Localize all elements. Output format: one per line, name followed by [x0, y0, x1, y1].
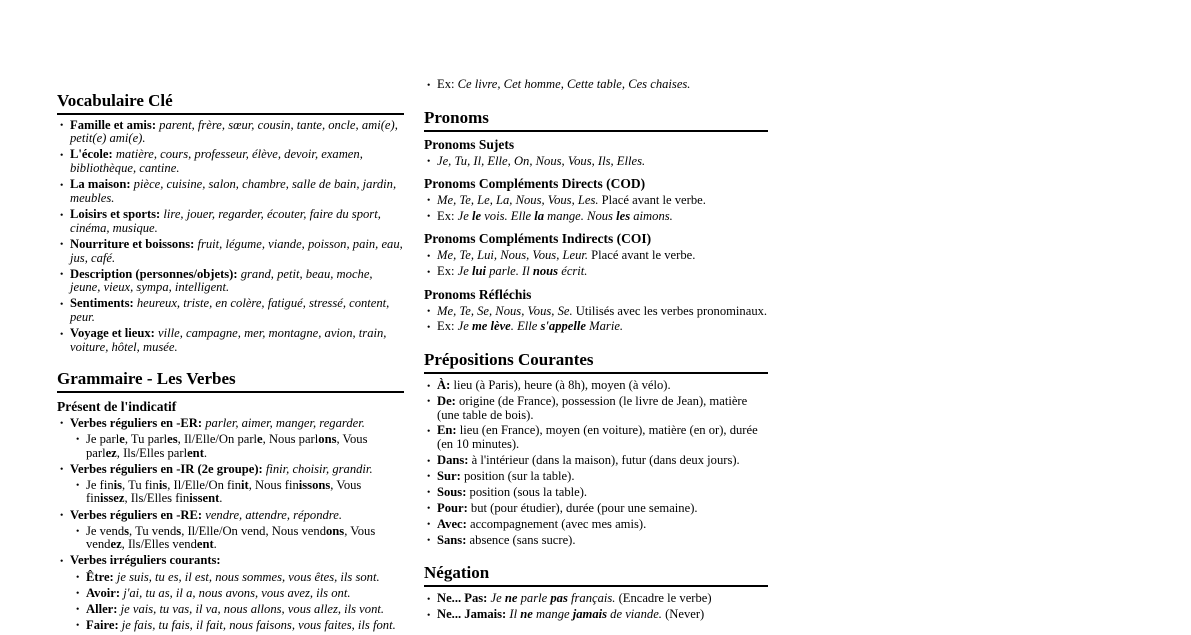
sub-bullet-item	[73, 571, 404, 585]
text-segment: lui	[471, 264, 486, 279]
bullet-marker: •	[60, 465, 64, 476]
text-segment: , Il/Elle/On vend, Nous vend	[181, 523, 326, 538]
text-segment: .	[213, 537, 217, 552]
bullet-item	[424, 249, 768, 263]
bullet-item	[424, 502, 768, 516]
bullet-item	[424, 320, 768, 334]
text-segment: Ex:	[437, 208, 458, 223]
bullet-marker: •	[76, 573, 80, 584]
text-segment: Dans:	[437, 453, 469, 468]
text-segment: Sous:	[437, 484, 467, 499]
text-segment: mange. Nous	[544, 208, 617, 223]
text-segment: je vais, tu vas, il va, nous allons, vous allez, ils vont.	[117, 601, 385, 616]
bullet-marker: •	[60, 270, 64, 281]
text-segment: , Vous parl	[86, 431, 368, 460]
section-title: Négation	[424, 563, 490, 583]
text-segment: me lève	[471, 319, 511, 334]
bullet-item	[57, 238, 404, 265]
text-segment: Sans:	[437, 532, 467, 547]
text-segment: .	[203, 445, 208, 460]
text-segment: Avec:	[437, 516, 467, 531]
text-segment: parler, aimer, manger, regarder.	[202, 415, 365, 430]
text-segment: Loisirs et sports:	[70, 207, 161, 222]
text-segment: français.	[567, 591, 616, 606]
text-segment: ez	[105, 445, 117, 460]
bullet-marker: •	[427, 456, 431, 467]
sub-bullet-item	[73, 525, 404, 552]
bullet-marker: •	[427, 520, 431, 531]
bullet-item	[57, 509, 404, 523]
left-column	[57, 0, 404, 635]
text-segment: but (pour étudier), durée (pour une semaine).	[467, 500, 698, 515]
bullet-item	[424, 305, 768, 319]
bullet-marker: •	[427, 610, 431, 621]
text-segment: Sur:	[437, 468, 461, 483]
bullet-item	[424, 78, 768, 92]
bullet-marker: •	[76, 435, 80, 446]
bullet-marker: •	[427, 594, 431, 605]
bullet-marker: •	[76, 589, 80, 600]
right-column	[424, 0, 768, 624]
bullet-item	[424, 395, 768, 422]
bullet-item	[57, 208, 404, 235]
text-segment: e	[257, 431, 263, 446]
text-segment: s	[124, 523, 130, 538]
text-segment: Ne... Jamais:	[437, 607, 507, 621]
bullet-item	[424, 424, 768, 451]
bullet-item	[57, 297, 404, 324]
subsection-title: Pronoms Sujets	[424, 136, 515, 152]
text-segment: le	[471, 208, 482, 223]
bullet-marker: •	[60, 121, 64, 132]
text-segment: es	[167, 431, 178, 446]
subsection-title: Pronoms Compléments Directs (COD)	[424, 175, 646, 191]
bullet-item	[424, 265, 768, 279]
sub-bullet-item	[73, 603, 404, 617]
bullet-item	[57, 554, 404, 568]
text-segment: ez	[110, 537, 122, 552]
text-segment: . Elle	[510, 319, 541, 334]
text-segment: parle	[517, 591, 551, 606]
text-segment: Ex:	[437, 319, 458, 334]
text-segment: Je	[457, 319, 472, 334]
bullet-marker: •	[76, 605, 80, 616]
section-title: Grammaire - Les Verbes	[57, 369, 236, 389]
text-segment: Placé avant le verbe.	[588, 248, 696, 263]
bullet-marker: •	[427, 397, 431, 408]
text-segment: fruit, légume, viande, poisson, pain, eau, jus, café.	[70, 236, 403, 265]
bullet-marker: •	[60, 556, 64, 567]
bullet-marker: •	[60, 210, 64, 221]
bullet-item	[57, 463, 404, 477]
bullet-item	[424, 155, 768, 169]
text-segment: pièce, cuisine, salon, chambre, salle de bain, jardin, meubles.	[70, 177, 397, 205]
text-segment: j'ai, tu as, il a, nous avons, vous avez, ils ont.	[120, 585, 351, 600]
bullet-item	[57, 119, 404, 146]
bullet-marker: •	[427, 157, 431, 168]
text-segment: s	[176, 523, 182, 538]
text-segment: mange	[532, 607, 573, 621]
text-segment: à l'intérieur (dans la maison), futur (dans deux jours).	[468, 453, 740, 468]
section-rule	[424, 130, 768, 132]
text-segment: Ce livre, Cet homme, Cette table, Ces chaises.	[457, 77, 691, 91]
section-title: Vocabulaire Clé	[57, 91, 173, 110]
bullet-item	[57, 148, 404, 175]
text-segment: Placé avant le verbe.	[598, 192, 706, 207]
text-segment: s'appelle	[540, 319, 586, 334]
text-segment: La maison:	[70, 177, 131, 192]
bullet-marker: •	[60, 329, 64, 340]
text-segment: Verbes réguliers en -IR (2e groupe):	[70, 461, 263, 476]
text-segment: Je, Tu, Il, Elle, On, Nous, Vous, Ils, Elles.	[437, 153, 646, 168]
text-segment: jamais	[572, 607, 608, 621]
text-segment: finir, choisir, grandir.	[262, 461, 373, 476]
bullet-marker: •	[76, 481, 80, 492]
section-rule	[424, 585, 768, 587]
bullet-item	[57, 178, 404, 205]
text-segment: Avoir:	[86, 585, 121, 600]
subsection-title: Pronoms Réfléchis	[424, 286, 532, 302]
bullet-marker: •	[427, 426, 431, 437]
text-segment: Marie.	[585, 319, 624, 334]
text-segment: Je	[457, 208, 472, 223]
text-segment: , Ils/Elles fin	[124, 491, 190, 506]
text-segment: Je parl	[86, 431, 120, 446]
text-segment: ons	[318, 431, 337, 446]
text-segment: Je vend	[86, 523, 125, 538]
sub-bullet-item	[73, 587, 404, 601]
bullet-marker: •	[427, 251, 431, 262]
text-segment: position (sur la table).	[460, 468, 575, 483]
text-segment: , Vous fin	[86, 477, 362, 506]
bullet-item	[57, 327, 404, 354]
text-segment: Voyage et lieux:	[70, 326, 155, 341]
bullet-marker: •	[60, 150, 64, 161]
text-segment: aimons.	[630, 208, 673, 223]
text-segment: Me, Te, Se, Nous, Vous, Se.	[437, 303, 573, 318]
text-segment: Description (personnes/objets):	[70, 266, 238, 281]
text-segment: , Nous parl	[262, 431, 319, 446]
text-segment: L'école:	[70, 147, 113, 162]
text-segment: parent, frère, sœur, cousin, tante, oncle, ami(e), petit(e) ami(e).	[70, 117, 398, 146]
text-segment: Me, Te, Le, La, Nous, Vous, Les.	[437, 192, 599, 207]
text-segment: Je	[487, 591, 505, 606]
text-segment: grand, petit, beau, moche, jeune, vieux, sympa, intelligent.	[70, 266, 373, 295]
text-segment: , Tu vend	[129, 523, 177, 538]
bullet-marker: •	[76, 527, 80, 538]
subsection-title: Présent de l'indicatif	[57, 398, 177, 414]
text-segment: Être:	[86, 569, 114, 584]
bullet-marker: •	[60, 419, 64, 430]
text-segment: is	[113, 477, 123, 492]
text-segment: , Il/Elle/On fin	[167, 477, 242, 492]
text-segment: , Ils/Elles vend	[121, 537, 197, 552]
text-segment: En:	[437, 423, 457, 438]
text-segment: accompagnement (avec mes amis).	[466, 516, 647, 531]
bullet-item	[424, 194, 768, 208]
text-segment: (Never)	[661, 607, 705, 621]
text-segment: issez	[100, 491, 125, 506]
subsection-title: Pronoms Compléments Indirects (COI)	[424, 231, 652, 247]
bullet-item	[57, 417, 404, 431]
text-segment: origine (de France), possession (le livre de Jean), matière (une table de bois).	[437, 393, 748, 422]
text-segment: , Tu parl	[124, 431, 168, 446]
bullet-item	[424, 608, 768, 622]
text-segment: lire, jouer, regarder, écouter, faire du sport, cinéma, musique.	[70, 207, 381, 235]
text-segment: issent	[189, 491, 220, 506]
text-segment: Pour:	[437, 500, 468, 515]
text-segment: pas	[550, 591, 568, 606]
text-segment: (Encadre le verbe)	[615, 591, 712, 606]
bullet-item	[424, 486, 768, 500]
bullet-marker: •	[427, 267, 431, 278]
section-rule	[57, 391, 404, 393]
text-segment: Aller:	[86, 601, 118, 616]
text-segment: heureux, triste, en colère, fatigué, stressé, content, peur.	[70, 296, 390, 325]
text-segment: À:	[437, 378, 451, 392]
text-segment: de viande.	[607, 607, 662, 621]
bullet-marker: •	[427, 307, 431, 318]
text-segment: Sentiments:	[70, 296, 134, 311]
text-segment: e	[119, 431, 125, 446]
text-segment: Faire:	[86, 617, 119, 632]
section-rule	[424, 372, 768, 374]
text-segment: vendre, attendre, répondre.	[202, 507, 342, 522]
text-segment: position (sous la table).	[466, 484, 588, 499]
text-segment: Verbes irréguliers courants:	[70, 553, 221, 568]
text-segment: Ex:	[437, 264, 458, 279]
text-segment: Ne... Pas:	[437, 591, 488, 606]
text-segment: , Il/Elle/On parl	[177, 431, 258, 446]
text-segment: ons	[326, 523, 345, 538]
text-segment: parle. Il	[485, 264, 533, 279]
bullet-marker: •	[60, 240, 64, 251]
bullet-item	[424, 470, 768, 484]
text-segment: ville, campagne, mer, montagne, avion, train, voiture, hôtel, musée.	[70, 326, 387, 354]
text-segment: Je	[457, 264, 472, 279]
bullet-marker: •	[76, 621, 80, 632]
bullet-item	[424, 454, 768, 468]
bullet-item	[424, 379, 768, 393]
bullet-marker: •	[427, 381, 431, 392]
bullet-marker: •	[60, 511, 64, 522]
bullet-item	[424, 518, 768, 532]
bullet-item	[424, 534, 768, 548]
sub-bullet-item	[73, 619, 404, 633]
text-segment: Je fin	[86, 477, 114, 492]
bullet-marker: •	[427, 536, 431, 547]
text-segment: Il	[506, 607, 521, 621]
text-segment: , Vous vend	[86, 523, 376, 552]
text-segment: lieu (à Paris), heure (à 8h), moyen (à vélo).	[450, 378, 671, 392]
bullet-marker: •	[60, 299, 64, 310]
bullet-item	[424, 592, 768, 606]
text-segment: Verbes réguliers en -ER:	[70, 415, 203, 430]
bullet-item	[57, 268, 404, 295]
text-segment: les	[616, 208, 631, 223]
text-segment: ne	[504, 591, 518, 606]
text-segment: De:	[437, 393, 456, 408]
text-segment: .	[219, 491, 223, 506]
text-segment: Me, Te, Lui, Nous, Vous, Leur.	[437, 248, 589, 263]
bullet-marker: •	[427, 322, 431, 333]
text-segment: Nourriture et boissons:	[70, 236, 195, 251]
text-segment: issons	[298, 477, 331, 492]
text-segment: je suis, tu es, il est, nous sommes, vous êtes, ils sont.	[113, 569, 380, 584]
text-segment: matière, cours, professeur, élève, devoir, examen, bibliothèque, cantine.	[70, 147, 363, 176]
section-title: Pronoms	[424, 107, 489, 127]
text-segment: Famille et amis:	[70, 117, 157, 132]
section-rule	[57, 113, 404, 115]
text-segment: is	[158, 477, 168, 492]
text-segment: absence (sans sucre).	[466, 532, 576, 547]
bullet-marker: •	[427, 80, 431, 91]
bullet-marker: •	[427, 196, 431, 207]
text-segment: ent	[187, 445, 204, 460]
text-segment: it	[241, 477, 249, 492]
text-segment: je fais, tu fais, il fait, nous faisons, vous faites, ils font.	[118, 617, 396, 632]
bullet-marker: •	[427, 212, 431, 223]
bullet-marker: •	[427, 488, 431, 499]
bullet-marker: •	[427, 504, 431, 515]
text-segment: , Tu fin	[122, 477, 159, 492]
bullet-item	[424, 210, 768, 224]
text-segment: nous	[532, 264, 559, 279]
bullet-marker: •	[427, 472, 431, 483]
text-segment: lieu (en France), moyen (en voiture), matière (en or), durée (en 10 minutes).	[437, 423, 758, 452]
bullet-marker: •	[60, 180, 64, 191]
text-segment: Utilisés avec les verbes pronominaux.	[572, 303, 768, 318]
text-segment: vois. Elle	[481, 208, 535, 223]
text-segment: ent	[196, 537, 214, 552]
sub-bullet-item	[73, 479, 404, 506]
text-segment: ne	[520, 607, 533, 621]
text-segment: Verbes réguliers en -RE:	[70, 507, 203, 522]
sub-bullet-item	[73, 433, 404, 460]
text-segment: , Nous fin	[248, 477, 299, 492]
text-segment: la	[534, 208, 545, 223]
text-segment: Ex:	[437, 77, 458, 91]
text-segment: , Ils/Elles parl	[116, 445, 188, 460]
section-title: Prépositions Courantes	[424, 350, 594, 370]
text-segment: écrit.	[558, 264, 588, 279]
